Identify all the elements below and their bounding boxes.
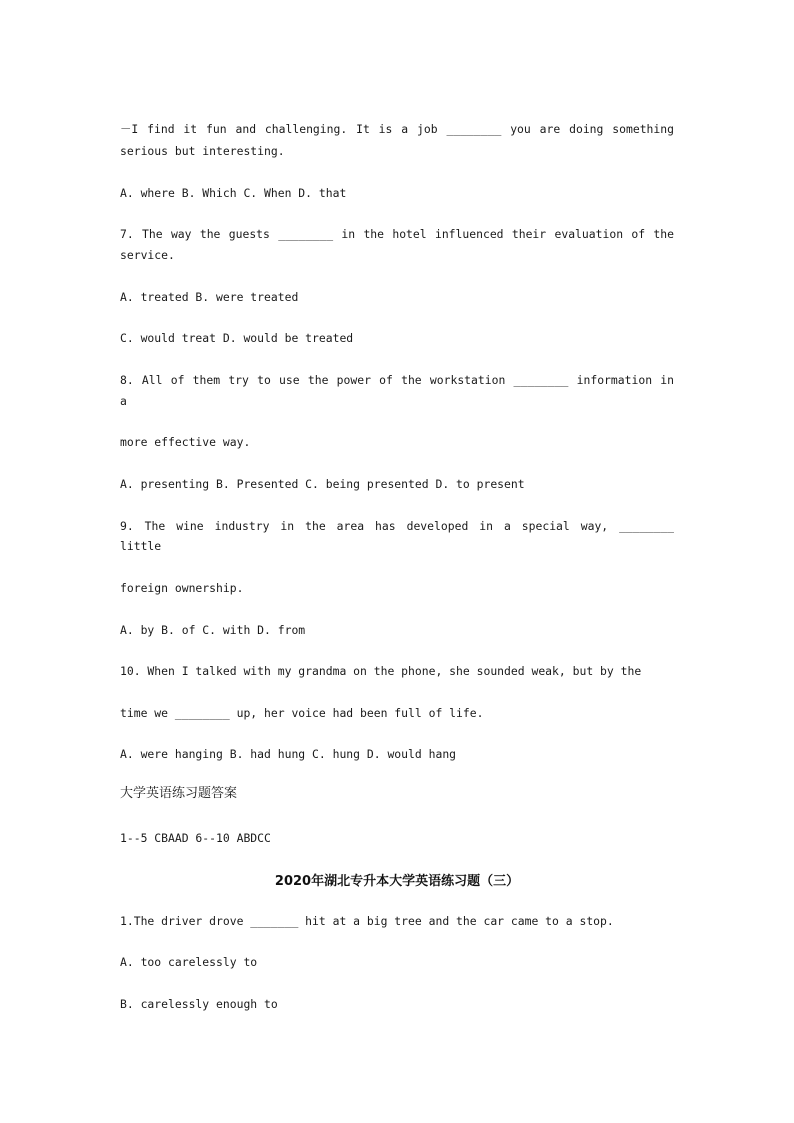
s3-q1-option-b: B. carelessly enough to [120, 997, 278, 1011]
q6-line-2: serious but interesting. [120, 144, 285, 158]
q9-options: A. by B. of C. with D. from [120, 623, 306, 637]
q7-options-1: A. treated B. were treated [120, 290, 299, 304]
q8-line-3: more effective way. [120, 435, 251, 449]
q9-line-2: little [120, 539, 162, 553]
q7-line-1: 7. The way the guests ________ in the hotel influenced their evaluation of the [120, 227, 674, 241]
q7-line-2: service. [120, 248, 175, 262]
q6-line-1: －I find it fun and challenging. It is a job ________ you are doing something [120, 122, 674, 136]
section-heading: 2020年湖北专升本大学英语练习题（三） [274, 874, 520, 889]
answers-title: 大学英语练习题答案 [120, 786, 238, 801]
q10-line-1: 10. When I talked with my grandma on the phone, she sounded weak, but by the [120, 664, 642, 678]
q8-line-1: 8. All of them try to use the power of the workstation ________ information in [120, 373, 674, 387]
s3-q1-option-a: A. too carelessly to [120, 955, 258, 969]
q9-line-1: 9. The wine industry in the area has developed in a special way, ________ [120, 519, 674, 533]
q9-line-3: foreign ownership. [120, 581, 244, 595]
q10-line-2: time we ________ up, her voice had been full of life. [120, 706, 484, 720]
q8-options: A. presenting B. Presented C. being presented D. to present [120, 477, 525, 491]
q6-options: A. where B. Which C. When D. that [120, 186, 347, 200]
q10-options: A. were hanging B. had hung C. hung D. would hang [120, 747, 457, 761]
q8-line-2: a [120, 394, 127, 408]
q7-options-2: C. would treat D. would be treated [120, 331, 354, 345]
s3-q1-line-1: 1.The driver drove _______ hit at a big tree and the car came to a stop. [120, 914, 614, 928]
answers-text: 1--5 CBAAD 6--10 ABDCC [120, 831, 271, 845]
